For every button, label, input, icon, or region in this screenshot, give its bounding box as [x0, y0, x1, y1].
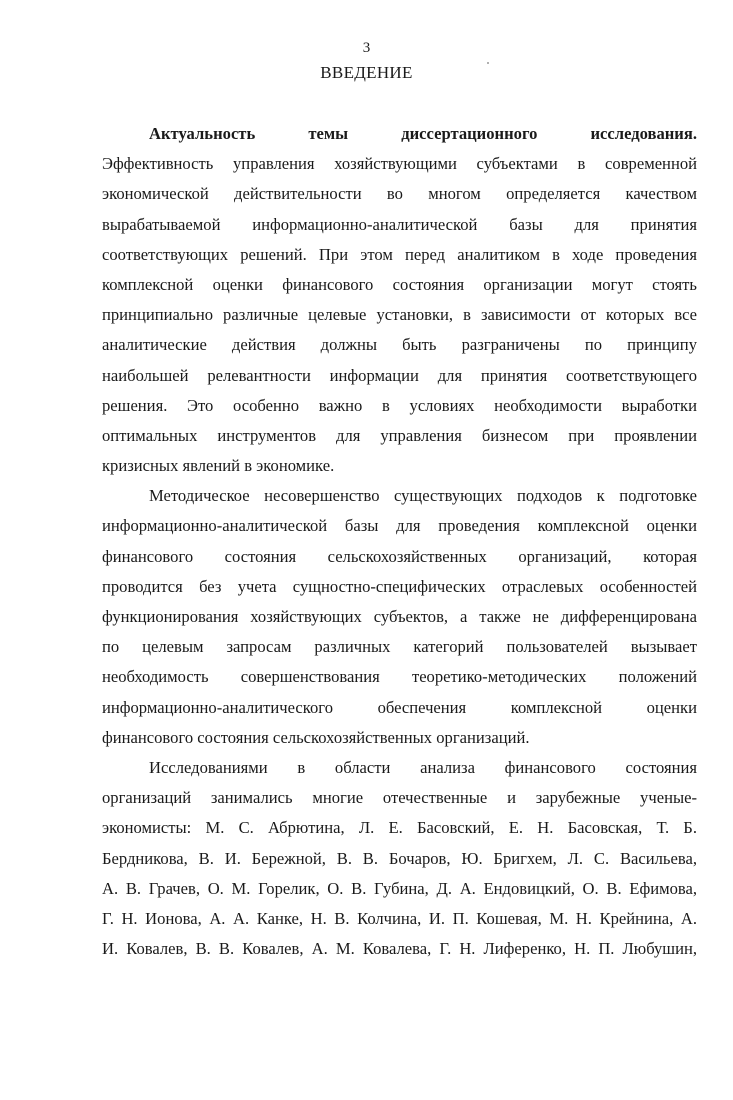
text-line: соответствующих решений. При этом перед аналитиком в ходе проведения	[102, 244, 697, 264]
text-line: Г. Н. Ионова, А. А. Канке, Н. В. Колчина, И. П. Кошевая, М. Н. Крейнина, А.	[102, 908, 697, 928]
text-line: Эффективность управления хозяйствующими субъектами в современной	[102, 154, 697, 174]
text-line: экономической действительности во многом определяется качеством	[102, 184, 697, 204]
text-line: организаций занимались многие отечественные и зарубежные ученые-	[102, 788, 697, 808]
text-line: функционирования хозяйствующих субъектов, а также не дифференцирована	[102, 607, 697, 626]
text-line: информационно-аналитического обеспечения комплексной оценки	[102, 697, 697, 717]
text-line: комплексной оценки финансового состояния организации могут стоять	[102, 274, 697, 294]
text-line: кризисных явлений в экономике.	[102, 456, 335, 476]
text-line: И. Ковалев, В. В. Ковалев, А. М. Ковалева, Г. Н. Лиференко, Н. П. Любушин,	[102, 939, 697, 959]
text-line: Методическое несовершенство существующих подходов к подготовке	[149, 486, 697, 506]
page-number: 3	[362, 40, 371, 56]
text-line: по целевым запросам различных категорий пользователей вызывает	[102, 637, 697, 657]
text-line: информационно-аналитической базы для проведения комплексной оценки	[102, 516, 697, 536]
text-line: финансового состояния сельскохозяйственных организаций.	[102, 727, 530, 747]
section-heading: ВВЕДЕНИЕ	[320, 63, 413, 82]
text-line: принципиально различные целевые установки, в зависимости от которых все	[102, 305, 697, 325]
text-line: вырабатываемой информационно-аналитической базы для принятия	[102, 214, 697, 234]
text-line: А. В. Грачев, О. М. Горелик, О. В. Губина, Д. А. Ендовицкий, О. В. Ефимова,	[102, 878, 697, 898]
text-line: финансового состояния сельскохозяйственных организаций, которая	[102, 546, 697, 566]
text-line: наибольшей релевантности информации для принятия соответствующего	[102, 365, 697, 385]
text-line: экономисты: М. С. Абрютина, Л. Е. Басовский, Е. Н. Басовская, Т. Б.	[102, 818, 697, 838]
text-line: аналитические действия должны быть разграничены по принципу	[102, 335, 697, 355]
text-line: проводится без учета сущностно-специфических отраслевых особенностей	[102, 576, 697, 596]
text-line: Актуальность темы диссертационного исследования.	[149, 124, 697, 143]
text-line: необходимость совершенствования теоретико-методических положений	[102, 667, 697, 687]
text-line: Исследованиями в области анализа финансового состояния	[149, 757, 697, 777]
body-text	[102, 119, 697, 964]
text-line: оптимальных инструментов для управления бизнесом при проявлении	[102, 425, 697, 445]
text-line: Бердникова, В. И. Бережной, В. В. Бочаров, Ю. Бригхем, Л. С. Васильева,	[102, 848, 697, 868]
text-line: решения. Это особенно важно в условиях необходимости выработки	[102, 395, 697, 415]
